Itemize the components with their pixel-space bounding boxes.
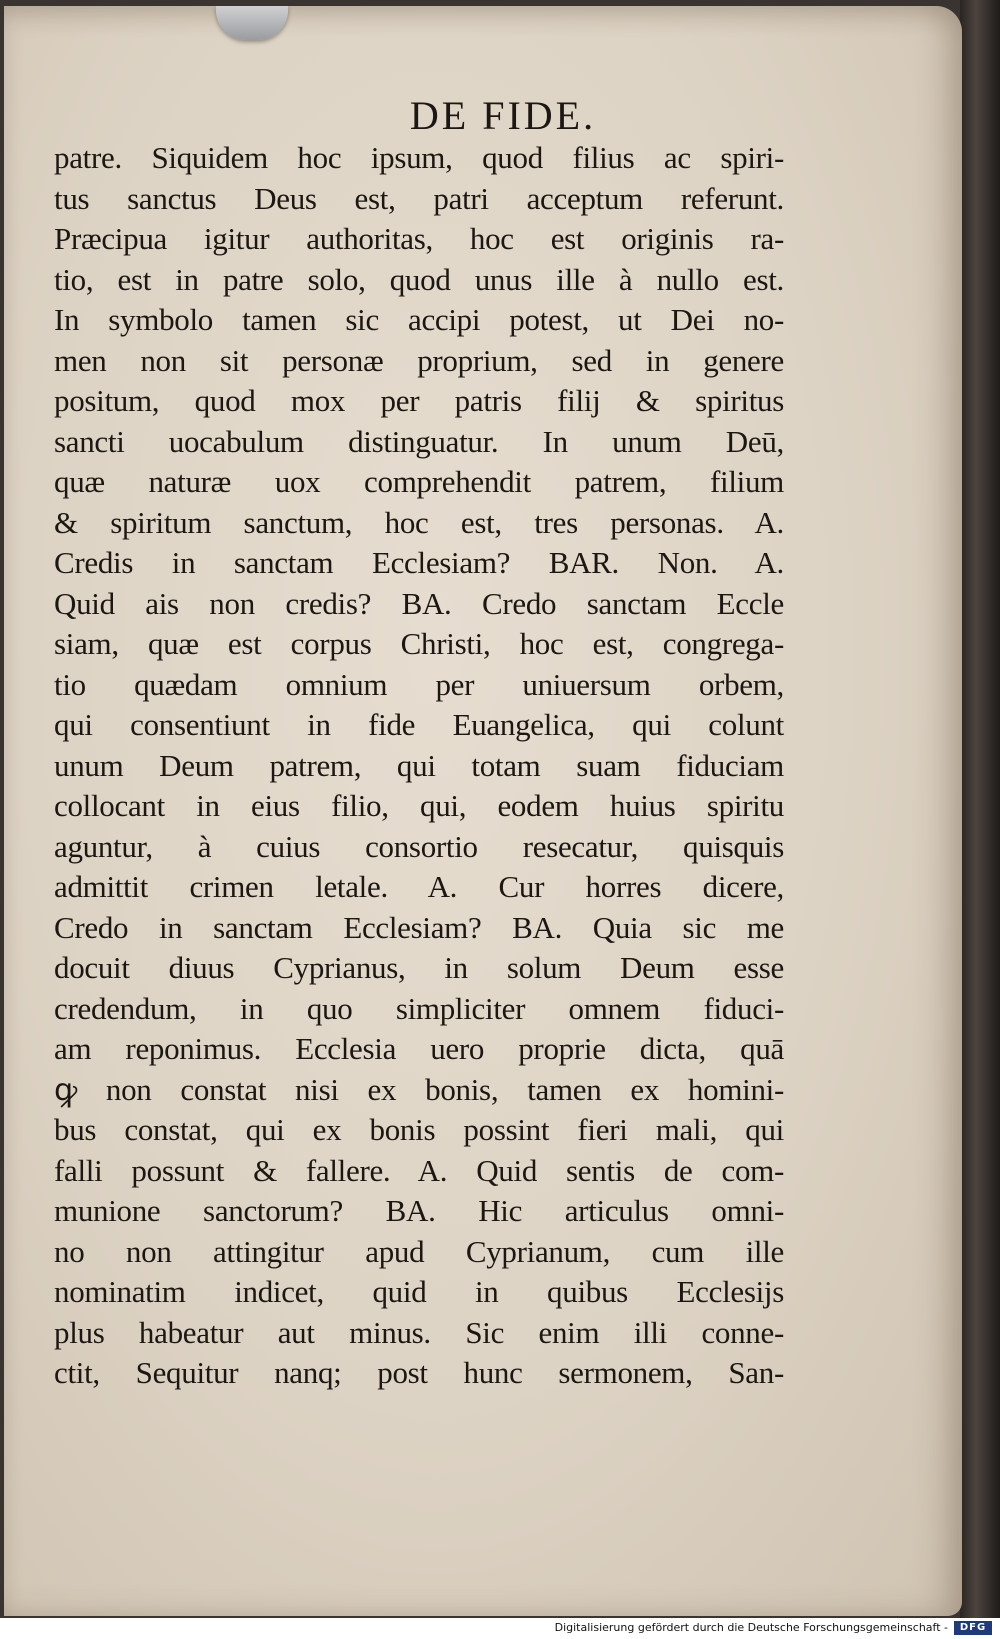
footer-bar <box>0 1618 1000 1639</box>
text-line: admittit crimen letale. A. Cur horres dicere, <box>54 869 784 904</box>
text-line: nominatim indicet, quid in quibus Ecclesijs <box>54 1274 784 1309</box>
text-block <box>54 138 784 1394</box>
text-line: munione sanctorum? BA. Hic articulus omni- <box>54 1193 784 1228</box>
text-line: Credis in sanctam Ecclesiam? BAR. Non. A. <box>54 545 784 580</box>
text-line: ꝙ non constat nisi ex bonis, tamen ex homini- <box>54 1071 784 1107</box>
text-line: unum Deum patrem, qui totam suam fiduciam <box>54 747 784 783</box>
text-line: positum, quod mox per patris filij & spiritus <box>54 383 784 418</box>
text-line: Præcipua igitur authoritas, hoc est originis ra- <box>54 221 784 256</box>
text-line: aguntur, à cuius consortio resecatur, quisquis <box>54 828 784 864</box>
text-line: siam, quæ est corpus Christi, hoc est, congrega- <box>54 626 784 661</box>
text-line: men non sit personæ proprium, sed in genere <box>54 342 784 378</box>
text-line: quæ naturæ uox comprehendit patrem, filium <box>54 464 784 499</box>
page-clip <box>216 6 288 40</box>
footer-credit: Digitalisierung gefördert durch die Deutsche Forschungsgemeinschaft - <box>554 1621 948 1634</box>
text-line: Credo in sanctam Ecclesiam? BA. Quia sic me <box>54 909 784 945</box>
dfg-logo: DFG <box>954 1621 992 1635</box>
text-line: sancti uocabulum distinguatur. In unum Deū, <box>54 423 784 459</box>
text-line: bus constat, qui ex bonis possint fieri mali, qui <box>54 1112 784 1147</box>
page-header-title: DE FIDE. <box>409 93 597 138</box>
text-line: tio quædam omnium per uniuersum orbem, <box>54 666 784 702</box>
text-line: In symbolo tamen sic accipi potest, ut Dei no- <box>54 302 784 337</box>
text-line: tus sanctus Deus est, patri acceptum referunt. <box>54 180 784 216</box>
text-line: patre. Siquidem hoc ipsum, quod filius ac spiri- <box>54 140 784 175</box>
text-line: am reponimus. Ecclesia uero proprie dicta, quā <box>54 1031 784 1066</box>
text-line: no non attingitur apud Cyprianum, cum ille <box>54 1233 784 1269</box>
text-line: tio, est in patre solo, quod unus ille à nullo est. <box>54 261 784 297</box>
text-line: Quid ais non credis? BA. Credo sanctam Eccle <box>54 585 784 621</box>
text-line: falli possunt & fallere. A. Quid sentis de com- <box>54 1152 784 1188</box>
text-line: plus habeatur aut minus. Sic enim illi conne- <box>54 1314 784 1350</box>
text-line: qui consentiunt in fide Euangelica, qui colunt <box>54 707 784 742</box>
text-line: collocant in eius filio, qui, eodem huius spiritu <box>54 788 784 823</box>
text-line: credendum, in quo simpliciter omnem fiduci- <box>54 990 784 1026</box>
text-line: & spiritum sanctum, hoc est, tres personas. A. <box>54 504 784 540</box>
text-line: ctit, Sequitur nanq; post hunc sermonem, San- <box>54 1355 784 1390</box>
book-page <box>4 6 962 1616</box>
book-binding-edge <box>960 0 1000 1639</box>
text-line: docuit diuus Cyprianus, in solum Deum esse <box>54 950 784 985</box>
